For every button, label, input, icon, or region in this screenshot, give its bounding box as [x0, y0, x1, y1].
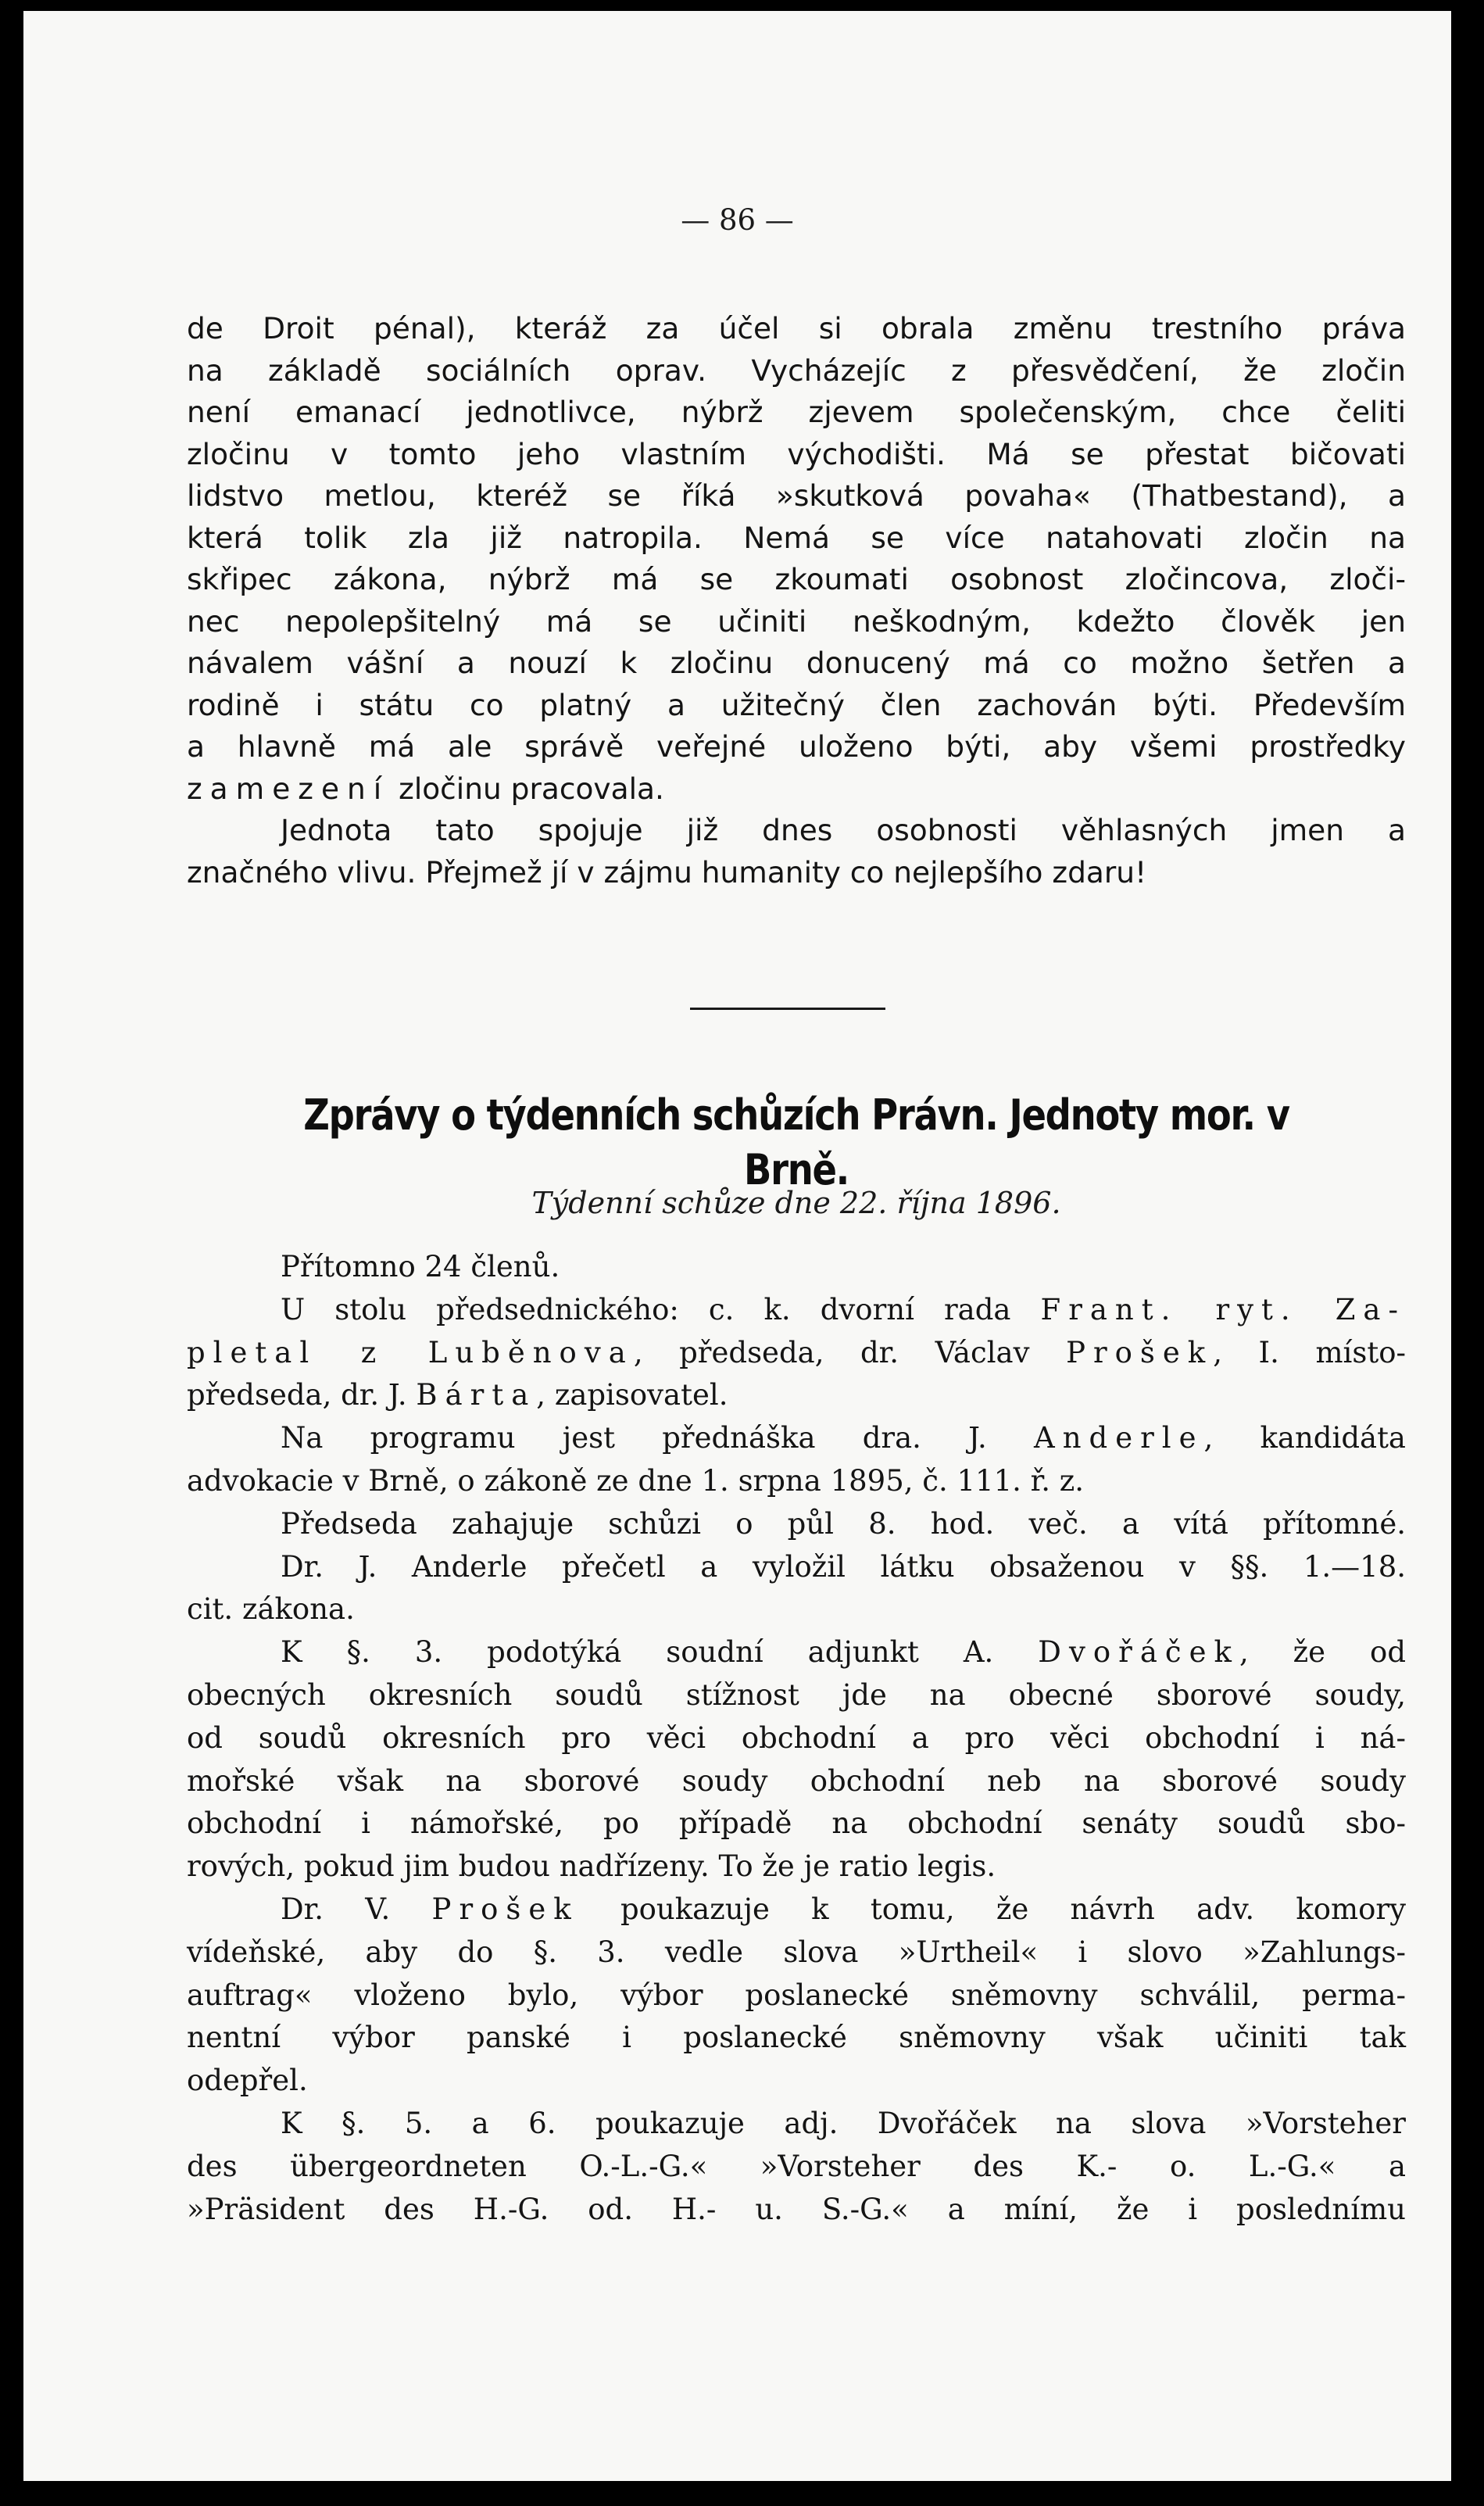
text-line: des übergeordneten O.-L.-G.« »Vorsteher des K.- o. L.-G.« a: [187, 2149, 1406, 2183]
book-page: [23, 11, 1451, 2481]
text-line: odepřel.: [187, 2064, 308, 2098]
text-line: obecných okresních soudů stížnost jde na obecné sborové soudy,: [187, 1677, 1406, 1712]
text-line: nec nepolepšitelný má se učiniti neškodným, kdežto člověk jen: [187, 603, 1406, 639]
text-line: »Präsident des H.-G. od. H.- u. S.-G.« a míní, že i poslednímu: [187, 2192, 1406, 2226]
section-divider: [690, 1008, 885, 1010]
text-line: auftrag« vloženo bylo, výbor poslanecké sněmovny schválil, perma-: [187, 1978, 1406, 2012]
text-line: zločinu v tomto jeho vlastním východišti. Má se přestat bičovati: [187, 436, 1406, 471]
text-line: K §. 3. podotýká soudní adjunkt A. Dvořáček, že od: [281, 1635, 1406, 1670]
spaced-emphasis: zamezení: [187, 771, 390, 806]
text-line: vídeňské, aby do §. 3. vedle slova »Urtheil« i slovo »Zahlungs-: [187, 1935, 1406, 1969]
text-line: U stolu předsednického: c. k. dvorní rada Frant. ryt. Za-: [281, 1292, 1406, 1326]
text-line: značného vlivu. Přejmež jí v zájmu humanity co nejlepšího zdaru!: [187, 854, 1147, 890]
section-heading: Zprávy o týdenních schůzích Právn. Jednoty mor. v Brně.: [303, 1090, 1289, 1194]
text-line: obchodní i námořské, po případě na obchodní senáty soudů sbo-: [187, 1806, 1406, 1841]
text-line: Předseda zahajuje schůzi o půl 8. hod. več. a vítá přítomné.: [281, 1506, 1406, 1541]
text-line: která tolik zla již natropila. Nemá se více natahovati zločin na: [187, 520, 1406, 555]
text-line: není emanací jednotlivce, nýbrž zjevem společenským, chce čeliti: [187, 395, 1406, 429]
text-line: skřipec zákona, nýbrž má se zkoumati osobnost zločincova, zloči-: [187, 562, 1406, 596]
text-line: nentní výbor panské i poslanecké sněmovny však učiniti tak: [187, 2021, 1406, 2055]
page-number: — 86 —: [681, 203, 794, 237]
text-line: rových, pokud jim budou nadřízeny. To že je ratio legis.: [187, 1849, 996, 1884]
intro-paragraph: [187, 308, 1406, 893]
text-line: lidstvo metlou, kteréž se říká »skutková povaha« (Thatbestand), a: [187, 478, 1406, 513]
text-line: Dr. J. Anderle přečetl a vyložil látku obsaženou v §§. 1.—18.: [281, 1549, 1406, 1584]
text-line: návalem vášní a nouzí k zločinu donucený má co možno šetřen a: [187, 646, 1406, 680]
text-line: K §. 5. a 6. poukazuje adj. Dvořáček na slova »Vorsteher: [281, 2106, 1406, 2140]
meeting-date: Týdenní schůze dne 22. října 1896.: [531, 1186, 1061, 1220]
text-line: rodině i státu co platný a užitečný člen zachován býti. Především: [187, 687, 1406, 722]
text-line: Dr. V. Prošek poukazuje k tomu, že návrh adv. komory: [281, 1892, 1406, 1926]
text-line: advokacie v Brně, o zákoně ze dne 1. srpna 1895, č. 111. ř. z.: [187, 1463, 1085, 1498]
text-line: na základě sociálních oprav. Vycházejíc z přesvědčení, že zločin: [187, 353, 1406, 388]
text-line: od soudů okresních pro věci obchodní a pro věci obchodní i ná-: [187, 1720, 1406, 1755]
text-line: cit. zákona.: [187, 1592, 355, 1627]
text-line: pletal z Luběnova, předseda, dr. Václav Prošek, I. místo-: [187, 1335, 1407, 1369]
text-line: mořské však na sborové soudy obchodní neb na sborové soudy: [187, 1763, 1406, 1798]
text-line: Na programu jest přednáška dra. J. Anderle, kandidáta: [281, 1421, 1406, 1455]
text-line: Jednota tato spojuje již dnes osobnosti věhlasných jmen a: [281, 813, 1406, 847]
attendance-line: Přítomno 24 členů.: [281, 1250, 560, 1283]
meeting-minutes: [187, 1246, 1406, 2231]
text-line: předseda, dr. J. Bárta, zapisovatel.: [187, 1378, 728, 1412]
text-line: a hlavně má ale správě veřejné uloženo býti, aby všemi prostředky: [187, 729, 1406, 764]
text-line: de Droit pénal), kteráž za účel si obrala změnu trestního práva: [187, 311, 1406, 345]
text-line: zamezení zločinu pracovala.: [187, 771, 664, 806]
